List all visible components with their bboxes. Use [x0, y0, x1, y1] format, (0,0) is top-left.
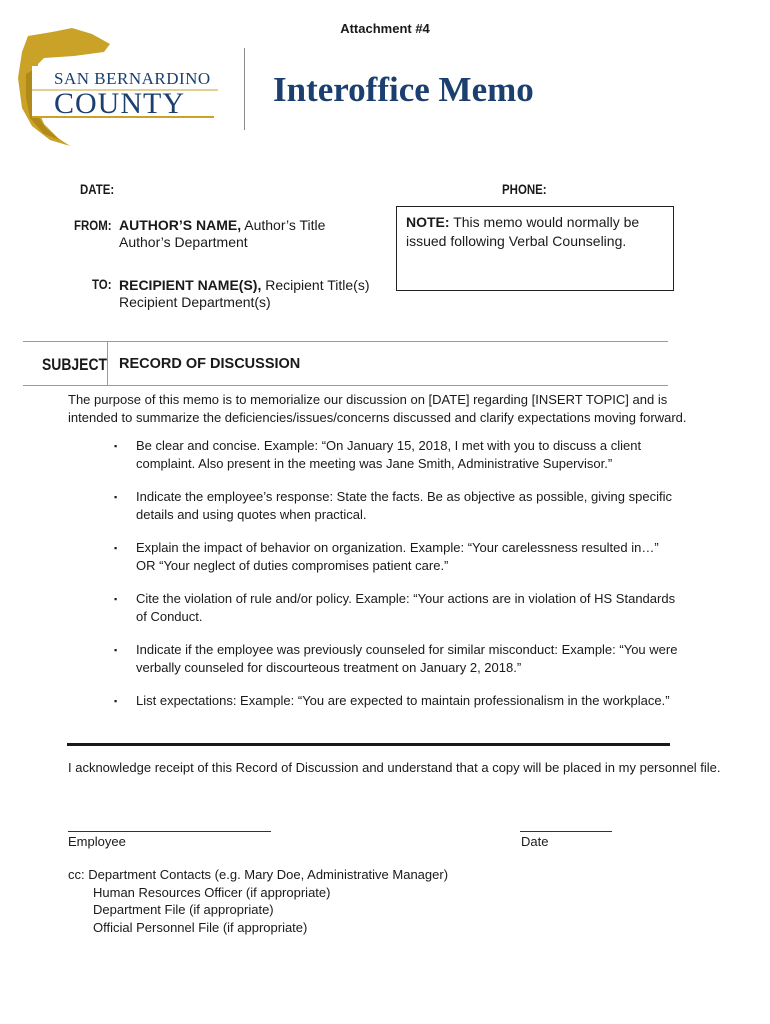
- recipient-title: Recipient Title(s): [261, 277, 370, 293]
- list-item-line: Be clear and concise. Example: “On January 15, 2018, I met with you to discuss a client: [136, 438, 642, 453]
- county-seal-graphic: [14, 28, 222, 148]
- memo-title: Interoffice Memo: [273, 70, 534, 109]
- bullet-icon: ▪: [114, 594, 118, 604]
- list-item-line: List expectations: Example: “You are expected to maintain professionalism in the workplace.”: [136, 693, 670, 708]
- cc-line: Official Personnel File (if appropriate): [93, 919, 308, 935]
- author-department: Author’s Department: [119, 234, 248, 250]
- employee-signature-label: Employee: [68, 834, 126, 849]
- guidance-list: [68, 437, 698, 725]
- employee-signature-line: [68, 831, 271, 832]
- logo-text-bottom: COUNTY: [54, 87, 185, 120]
- intro-paragraph: The purpose of this memo is to memorialize our discussion on [DATE] regarding [INSERT TOPIC] and is intended to summarize the deficiencies/issues/concerns discussed and clarify expectations moving forward.: [68, 392, 687, 425]
- note-text: This memo would normally be issued following Verbal Counseling.: [406, 214, 640, 249]
- list-item-line: of Conduct.: [136, 609, 203, 624]
- bullet-icon: ▪: [114, 492, 118, 502]
- list-item: [68, 590, 698, 626]
- attachment-label: Attachment #4: [340, 21, 430, 36]
- note-box: [396, 206, 674, 291]
- cc-line: Human Resources Officer (if appropriate): [93, 884, 331, 900]
- from-name-title: [119, 217, 325, 234]
- list-item-line: details and using quotes when practical.: [136, 507, 367, 522]
- county-logo: [14, 28, 222, 148]
- list-item-line: complaint. Also present in the meeting was Jane Smith, Administrative Supervisor.”: [136, 456, 613, 471]
- subject-rule-bottom: [23, 385, 668, 386]
- list-item-line: Indicate if the employee was previously counseled for similar misconduct: Example: “You were: [136, 642, 678, 657]
- bullet-icon: ▪: [114, 441, 118, 451]
- recipient-department: Recipient Department(s): [119, 294, 271, 310]
- bullet-icon: ▪: [114, 645, 118, 655]
- section-divider: [67, 743, 670, 746]
- date-signature-line: [520, 831, 612, 832]
- recipient-name: RECIPIENT NAME(S),: [119, 277, 262, 293]
- from-label: FROM:: [74, 218, 112, 233]
- author-name: AUTHOR’S NAME,: [119, 217, 242, 233]
- list-item: [68, 488, 698, 524]
- list-item: [68, 692, 698, 710]
- phone-label: PHONE:: [502, 182, 547, 197]
- list-item-line: Indicate the employee’s response: State the facts. Be as objective as possible, giving specific: [136, 489, 672, 504]
- bullet-icon: ▪: [114, 543, 118, 553]
- bullet-icon: ▪: [114, 696, 118, 706]
- header-divider: [244, 48, 245, 130]
- list-item-line: Cite the violation of rule and/or policy. Example: “Your actions are in violation of HS Standards: [136, 591, 676, 606]
- date-label: DATE:: [80, 182, 115, 197]
- to-name-title: [119, 277, 370, 294]
- list-item-line: Explain the impact of behavior on organization. Example: “Your carelessness resulted in…”: [136, 540, 659, 555]
- acknowledgement-text: I acknowledge receipt of this Record of Discussion and understand that a copy will be placed in my personnel file.: [68, 760, 721, 775]
- cc-line: Department File (if appropriate): [93, 902, 274, 917]
- list-item: [68, 641, 698, 677]
- subject-divider: [107, 341, 108, 386]
- to-label: TO:: [92, 277, 112, 292]
- cc-list: [68, 866, 448, 936]
- note-label: NOTE:: [406, 214, 450, 230]
- logo-text-top: SAN BERNARDINO: [54, 69, 211, 88]
- cc-line: cc: Department Contacts (e.g. Mary Doe, Administrative Manager): [68, 867, 449, 882]
- list-item-line: OR “Your neglect of duties compromises patient care.”: [136, 558, 449, 573]
- date-signature-label: Date: [521, 834, 549, 849]
- author-title: Author’s Title: [241, 217, 326, 233]
- list-item-line: verbally counseled for discourteous treatment on January 2, 2018.”: [136, 660, 522, 675]
- subject-value: RECORD OF DISCUSSION: [119, 356, 301, 372]
- list-item: [68, 437, 698, 473]
- subject-rule-top: [23, 341, 668, 342]
- subject-label: SUBJECT: [42, 355, 108, 374]
- list-item: [68, 539, 698, 575]
